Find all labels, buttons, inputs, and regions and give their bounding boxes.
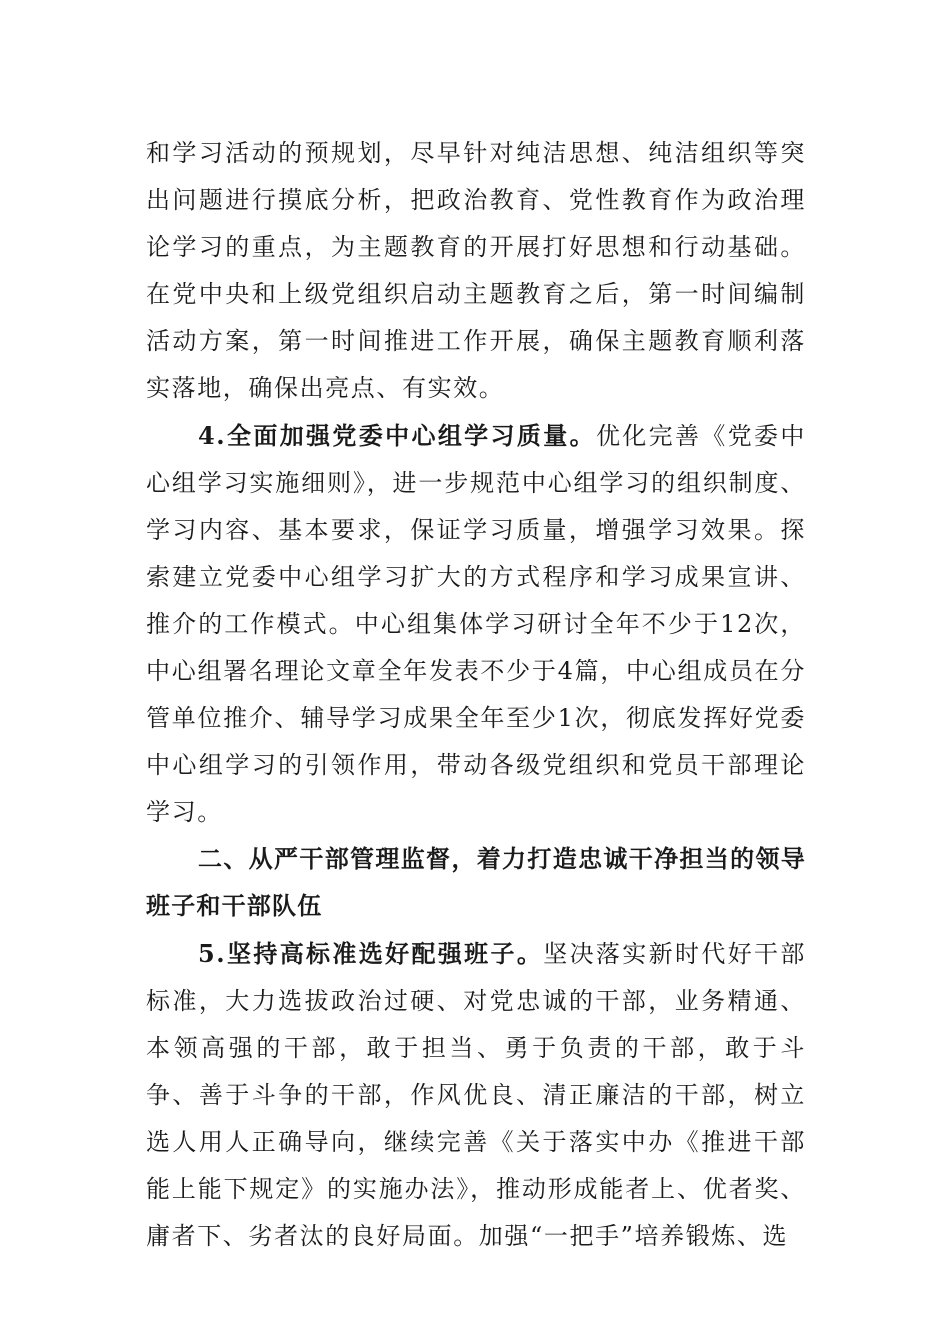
paragraph-body-5: 坚决落实新时代好干部标准，大力选拔政治过硬、对党忠诚的干部，业务精通、本领高强的干部，敢于担当、勇于负责的干部，敢于斗争、善于斗争的干部，作风优良、清正廉洁的干部，树立选人用人正确导向，继续完善《关于落实中办《推进干部能上能下规定》的实施办法》，推动形成能者上、优者奖、庸者下、劣者汰的良好局面。加强“一把手”培养锻炼、选: [146, 940, 806, 1250]
section-heading-2: 二、从严干部管理监督，着力打造忠诚干净担当的领导班子和干部队伍: [146, 845, 806, 920]
paragraph-body-4: 优化完善《党委中心组学习实施细则》，进一步规范中心组学习的组织制度、学习内容、基本要求，保证学习质量，增强学习效果。探索建立党委中心组学习扩大的方式程序和学习成果宣讲、推介的工作模式。中心组集体学习研讨全年不少于12次，中心组署名理论文章全年发表不少于4篇，中心组成员在分管单位推介、辅导学习成果全年至少1次，彻底发挥好党委中心组学习的引领作用，带动各级党组织和党员干部理论学习。: [146, 422, 806, 826]
paragraph-central-group-study: [146, 412, 806, 836]
paragraph-study-planning: 和学习活动的预规划，尽早针对纯洁思想、纯洁组织等突出问题进行摸底分析，把政治教育、党性教育作为政治理论学习的重点，为主题教育的开展打好思想和行动基础。在党中央和上级党组织启动主题教育之后，第一时间编制活动方案，第一时间推进工作开展，确保主题教育顺利落实落地，确保出亮点、有实效。: [146, 139, 806, 402]
paragraph-lead-4: 4.全面加强党委中心组学习质量。: [198, 421, 596, 450]
document-page: [146, 130, 806, 1260]
paragraph-select-team: [146, 930, 806, 1260]
paragraph-lead-5: 5.坚持高标准选好配强班子。: [198, 939, 544, 968]
